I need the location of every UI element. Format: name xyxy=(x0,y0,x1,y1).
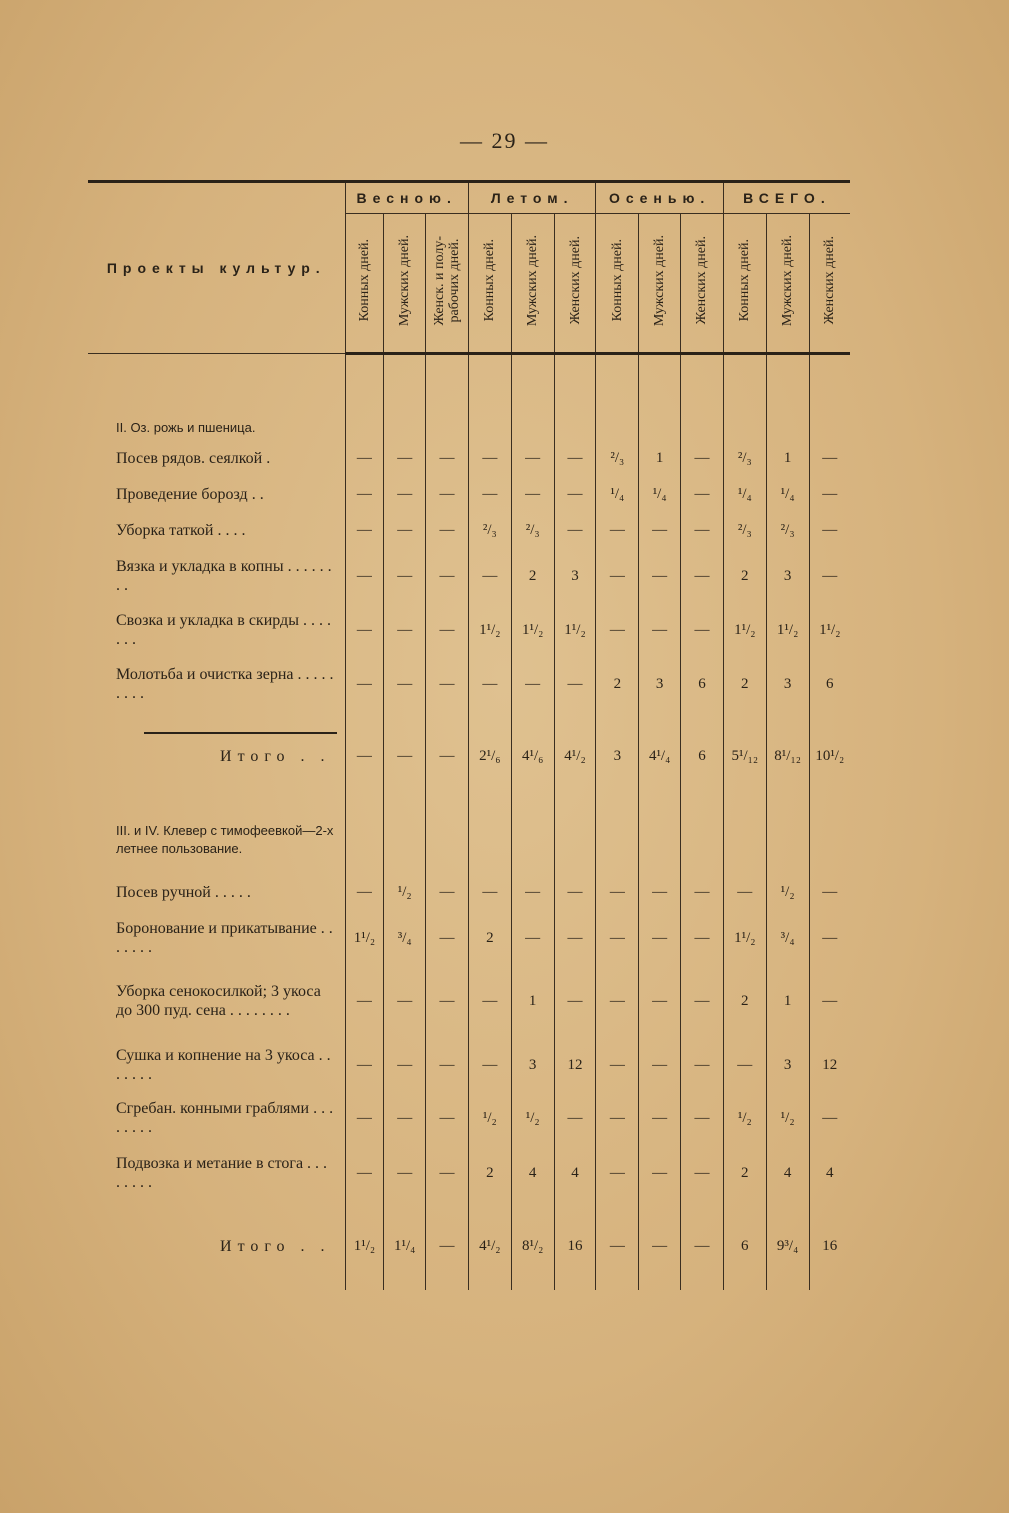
table-cell: — xyxy=(681,1092,724,1144)
column-header: Женских дней. xyxy=(822,236,838,325)
table-cell: — xyxy=(384,1092,426,1144)
table-cell: — xyxy=(639,604,681,656)
table-cell: — xyxy=(809,912,850,964)
table-cell: — xyxy=(345,476,384,512)
table-cell: 1 xyxy=(639,440,681,476)
table-cell: — xyxy=(384,440,426,476)
table-cell: — xyxy=(426,1092,469,1144)
table-cell: — xyxy=(468,440,511,476)
table-cell: 3 xyxy=(511,1038,554,1092)
table-cell: 2 xyxy=(468,912,511,964)
table-cell: — xyxy=(809,548,850,604)
table-cell: 12 xyxy=(809,1038,850,1092)
table-cell: — xyxy=(468,872,511,912)
table-cell: — xyxy=(426,872,469,912)
table-cell: 1¹/₂ xyxy=(345,1224,384,1268)
row-label: Проведение борозд . . xyxy=(116,485,264,503)
table-row xyxy=(88,604,850,656)
table-cell: — xyxy=(468,1038,511,1092)
table-row xyxy=(88,872,850,912)
table-cell: — xyxy=(639,1224,681,1268)
table-row xyxy=(88,656,850,712)
table-cell: 8¹/₂ xyxy=(511,1224,554,1268)
table-cell: — xyxy=(596,548,639,604)
table-cell: — xyxy=(384,476,426,512)
row-label: Молотьба и очистка зерна . . . . . . . . . xyxy=(116,666,334,702)
table-cell: — xyxy=(426,440,469,476)
table-cell: — xyxy=(384,1144,426,1202)
row-label: Вязка и укладка в копны . . . . . . . . xyxy=(116,558,332,594)
table-row xyxy=(88,1144,850,1202)
table-cell: 1¹/₂ xyxy=(766,604,809,656)
table-cell: — xyxy=(554,476,596,512)
table-cell: 4¹/₂ xyxy=(554,734,596,778)
table-cell: — xyxy=(681,964,724,1038)
table-cell: — xyxy=(596,1224,639,1268)
table-cell: ¹/₄ xyxy=(723,476,766,512)
table-cell: 9³/₄ xyxy=(766,1224,809,1268)
table-cell: — xyxy=(639,1038,681,1092)
table-cell: 1 xyxy=(766,964,809,1038)
table-cell: — xyxy=(809,476,850,512)
table-cell: — xyxy=(426,912,469,964)
table-cell: ¹/₄ xyxy=(639,476,681,512)
column-header: Конных дней. xyxy=(356,239,372,322)
table-cell: 1¹/₂ xyxy=(554,604,596,656)
table-cell: 3 xyxy=(766,656,809,712)
column-header: Мужских дней. xyxy=(397,234,413,327)
table-cell: — xyxy=(596,872,639,912)
table-cell: — xyxy=(681,912,724,964)
table-cell: 1¹/₂ xyxy=(345,912,384,964)
table-cell: — xyxy=(426,604,469,656)
table-cell: 4 xyxy=(809,1144,850,1202)
column-header: Мужских дней. xyxy=(525,234,541,327)
table-cell: 3 xyxy=(596,734,639,778)
table-row xyxy=(88,1038,850,1092)
table-cell: — xyxy=(554,964,596,1038)
table-cell: ¹/₂ xyxy=(766,1092,809,1144)
table-cell: — xyxy=(639,1092,681,1144)
table-cell: — xyxy=(723,1038,766,1092)
table-cell: — xyxy=(345,512,384,548)
table-cell: — xyxy=(681,476,724,512)
table-cell: — xyxy=(511,912,554,964)
table-cell: 16 xyxy=(554,1224,596,1268)
table-cell: — xyxy=(468,964,511,1038)
table-cell: — xyxy=(426,1144,469,1202)
table-cell: ¹/₂ xyxy=(723,1092,766,1144)
table-cell: — xyxy=(384,604,426,656)
table-cell: — xyxy=(384,512,426,548)
table-cell: — xyxy=(809,512,850,548)
table-cell: 3 xyxy=(766,548,809,604)
table-cell: 1¹/₂ xyxy=(468,604,511,656)
row-label: Итого . . xyxy=(220,1237,331,1255)
table-cell: — xyxy=(426,734,469,778)
table-cell: 12 xyxy=(554,1038,596,1092)
column-header: Мужских дней. xyxy=(780,234,796,327)
table-cell: — xyxy=(809,1092,850,1144)
table-cell: — xyxy=(384,548,426,604)
table-cell: — xyxy=(384,1038,426,1092)
table-cell: — xyxy=(639,964,681,1038)
table-cell: — xyxy=(426,548,469,604)
table-cell: — xyxy=(345,440,384,476)
labor-table xyxy=(88,180,850,1290)
row-label: Уборка сенокосилкой; 3 укоса до 300 пуд. сена . . . . . . . . xyxy=(116,983,321,1019)
row-label: Посев рядов. сеялкой . xyxy=(116,449,271,467)
table-cell: ¹/₂ xyxy=(766,872,809,912)
table-cell: ²/₃ xyxy=(766,512,809,548)
table-cell: — xyxy=(596,1038,639,1092)
row-label: Боронование и прикатывание . . . . . . . xyxy=(116,920,333,956)
table-cell: 2 xyxy=(723,1144,766,1202)
table-cell: 1¹/₂ xyxy=(723,912,766,964)
column-header-projects: Проекты культур. xyxy=(88,182,345,354)
table-row xyxy=(88,512,850,548)
column-header: Женских дней. xyxy=(567,236,583,325)
table-cell: — xyxy=(345,604,384,656)
table-cell: 3 xyxy=(554,548,596,604)
table-cell: — xyxy=(809,964,850,1038)
table-cell: — xyxy=(681,872,724,912)
table-cell: 1 xyxy=(511,964,554,1038)
table-cell: — xyxy=(554,440,596,476)
table-cell: 1¹/₄ xyxy=(384,1224,426,1268)
table-cell: — xyxy=(426,656,469,712)
table-row xyxy=(88,476,850,512)
table-cell: 1¹/₂ xyxy=(511,604,554,656)
table-cell: 4 xyxy=(554,1144,596,1202)
table-cell: 6 xyxy=(681,656,724,712)
table-cell: ²/₃ xyxy=(723,512,766,548)
table-cell: 6 xyxy=(809,656,850,712)
table-cell: 4 xyxy=(766,1144,809,1202)
table-cell: ¹/₄ xyxy=(766,476,809,512)
section-title: II. Оз. рожь и пшеница. xyxy=(116,420,256,435)
table-row xyxy=(88,440,850,476)
table-cell: 3 xyxy=(766,1038,809,1092)
table-cell: — xyxy=(681,1038,724,1092)
table-cell: — xyxy=(639,1144,681,1202)
table-cell: — xyxy=(554,512,596,548)
table-cell: ²/₃ xyxy=(596,440,639,476)
table-cell: 8¹/₁₂ xyxy=(766,734,809,778)
section-title: III. и IV. Клевер с тимофеевкой—2-х летнее пользование. xyxy=(116,823,334,856)
table-cell: 4¹/₄ xyxy=(639,734,681,778)
table-cell: — xyxy=(468,656,511,712)
table-cell: ¹/₂ xyxy=(511,1092,554,1144)
group-header-autumn: Осенью. xyxy=(596,182,723,214)
table-cell: — xyxy=(384,656,426,712)
table-cell: — xyxy=(384,734,426,778)
table-cell: — xyxy=(345,964,384,1038)
table-cell: — xyxy=(426,476,469,512)
table-cell: — xyxy=(681,548,724,604)
table-cell: ²/₃ xyxy=(723,440,766,476)
table-cell: — xyxy=(596,1144,639,1202)
table-cell: — xyxy=(681,1224,724,1268)
table-cell: 2 xyxy=(468,1144,511,1202)
table-cell: — xyxy=(345,1038,384,1092)
column-header: Женских дней. xyxy=(694,236,710,325)
table-cell: — xyxy=(345,872,384,912)
row-label: Свозка и укладка в скирды . . . . . . . xyxy=(116,612,331,648)
table-cell: — xyxy=(426,1224,469,1268)
table-cell: — xyxy=(554,656,596,712)
table-cell: 2 xyxy=(596,656,639,712)
group-header-total: ВСЕГО. xyxy=(723,182,850,214)
table-cell: — xyxy=(345,1092,384,1144)
group-header-summer: Летом. xyxy=(468,182,595,214)
table-cell: 3 xyxy=(639,656,681,712)
table-cell: 1 xyxy=(766,440,809,476)
table-cell: — xyxy=(554,912,596,964)
table-row xyxy=(88,548,850,604)
table-cell: 2 xyxy=(723,548,766,604)
table-cell: — xyxy=(554,1092,596,1144)
column-header: Конных дней. xyxy=(609,239,625,322)
table-cell: 6 xyxy=(681,734,724,778)
table-cell: — xyxy=(681,512,724,548)
table-cell: — xyxy=(345,656,384,712)
table-cell: — xyxy=(345,1144,384,1202)
column-header: Конных дней. xyxy=(737,239,753,322)
table-cell: — xyxy=(596,604,639,656)
table-cell: — xyxy=(596,512,639,548)
table-cell: ³/₄ xyxy=(766,912,809,964)
row-label: Сушка и копнение на 3 укоса . . . . . . . xyxy=(116,1047,331,1083)
table-cell: 10¹/₂ xyxy=(809,734,850,778)
table-cell: — xyxy=(596,1092,639,1144)
table-cell: 2 xyxy=(511,548,554,604)
row-label: Сгребан. конными граблями . . . . . . . . xyxy=(116,1100,334,1136)
table-cell: — xyxy=(554,872,596,912)
table-cell: — xyxy=(639,912,681,964)
table-cell: — xyxy=(426,964,469,1038)
table-cell: 5¹/₁₂ xyxy=(723,734,766,778)
table-cell: — xyxy=(809,872,850,912)
page-number: — 29 — xyxy=(460,128,549,153)
row-label: Итого . . xyxy=(220,747,331,765)
table-cell: 2 xyxy=(723,656,766,712)
table-cell: 6 xyxy=(723,1224,766,1268)
table-cell: ³/₄ xyxy=(384,912,426,964)
table-cell: ¹/₂ xyxy=(468,1092,511,1144)
table-cell: — xyxy=(681,604,724,656)
row-label: Подвозка и метание в стога . . . . . . . . xyxy=(116,1155,328,1191)
table-cell: 16 xyxy=(809,1224,850,1268)
row-label: Посев ручной . . . . . xyxy=(116,883,251,901)
table-cell: — xyxy=(809,440,850,476)
table-cell: — xyxy=(426,1038,469,1092)
table-cell: — xyxy=(596,912,639,964)
table-row xyxy=(88,964,850,1038)
row-label: Уборка таткой . . . . xyxy=(116,521,246,539)
table-cell: — xyxy=(511,440,554,476)
table-cell: — xyxy=(596,964,639,1038)
table-cell: 2 xyxy=(723,964,766,1038)
table-cell: — xyxy=(681,1144,724,1202)
table-cell: 1¹/₂ xyxy=(809,604,850,656)
table-cell: — xyxy=(345,548,384,604)
table-cell: ²/₃ xyxy=(468,512,511,548)
table-cell: — xyxy=(468,548,511,604)
table-row xyxy=(88,734,850,778)
table-cell: — xyxy=(345,734,384,778)
group-header-spring: Весною. xyxy=(345,182,468,214)
table-cell: — xyxy=(639,512,681,548)
column-header: Женск. и полу- рабочих дней. xyxy=(432,235,463,326)
table-cell: 4 xyxy=(511,1144,554,1202)
table-cell: 4¹/₂ xyxy=(468,1224,511,1268)
table-cell: — xyxy=(511,476,554,512)
table-cell: — xyxy=(639,548,681,604)
table-cell: 1¹/₂ xyxy=(723,604,766,656)
table-cell: — xyxy=(723,872,766,912)
table-row xyxy=(88,1224,850,1268)
table-cell: — xyxy=(511,872,554,912)
table-row xyxy=(88,912,850,964)
column-header: Мужских дней. xyxy=(652,234,668,327)
table-cell: — xyxy=(468,476,511,512)
table-row xyxy=(88,1092,850,1144)
table-cell: 4¹/₆ xyxy=(511,734,554,778)
table-cell: ¹/₂ xyxy=(384,872,426,912)
table-cell: ¹/₄ xyxy=(596,476,639,512)
table-cell: — xyxy=(639,872,681,912)
table-cell: — xyxy=(384,964,426,1038)
table-cell: — xyxy=(426,512,469,548)
column-header: Конных дней. xyxy=(482,239,498,322)
table-cell: 2¹/₆ xyxy=(468,734,511,778)
table-cell: — xyxy=(511,656,554,712)
table-cell: ²/₃ xyxy=(511,512,554,548)
table-cell: — xyxy=(681,440,724,476)
